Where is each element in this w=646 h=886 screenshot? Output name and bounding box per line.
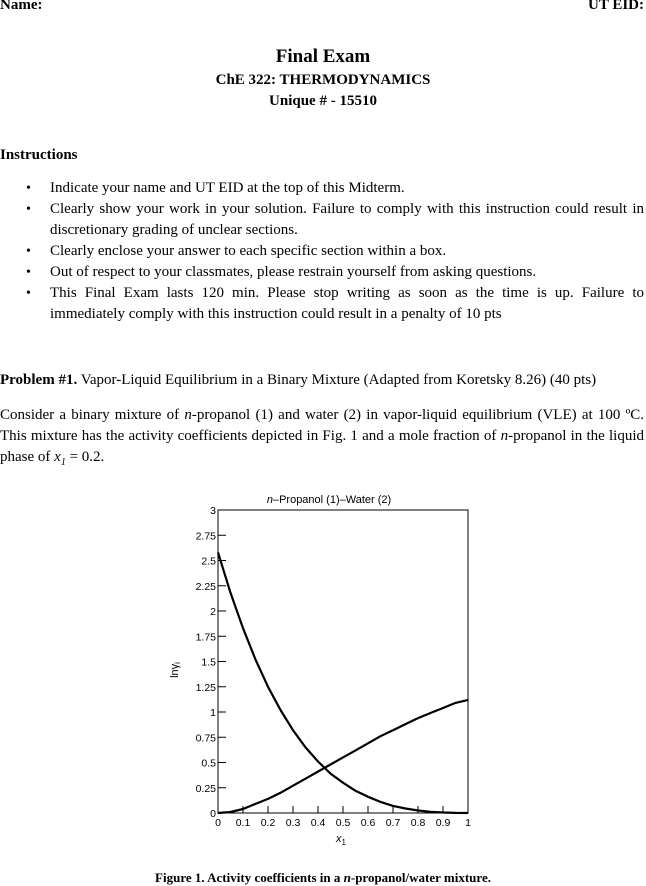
x-tick-label: 0.2 bbox=[260, 817, 276, 829]
y-tick-label: 0 bbox=[210, 808, 216, 820]
chart-svg bbox=[150, 485, 490, 845]
course-title: ChE 322: THERMODYNAMICS bbox=[215, 72, 431, 88]
bullet-icon: • bbox=[26, 202, 31, 217]
y-tick-label: 2.5 bbox=[201, 555, 216, 568]
y-tick-label: 2.25 bbox=[195, 580, 216, 593]
x-tick-label: 0.8 bbox=[410, 817, 426, 829]
instruction-item: • Out of respect to your classmates, please restrain yourself from asking questions. bbox=[0, 262, 646, 283]
y-tick-label: 0.75 bbox=[195, 732, 216, 745]
instruction-item: • Indicate your name and UT EID at the top of this Midterm. bbox=[0, 178, 646, 199]
x-tick-label: 0.5 bbox=[335, 817, 351, 829]
x-tick-label: 0.1 bbox=[235, 817, 251, 829]
series-line-1 bbox=[218, 552, 468, 813]
bullet-icon: • bbox=[26, 286, 31, 301]
y-tick-label: 0.5 bbox=[201, 757, 216, 770]
name-label: Name: bbox=[0, 0, 43, 13]
x-tick-label: 1 bbox=[465, 817, 471, 829]
chart-title: n–Propanol (1)–Water (2) bbox=[266, 494, 392, 506]
y-tick-label: 1.25 bbox=[195, 681, 216, 694]
y-tick-label: 1 bbox=[210, 707, 216, 719]
unique-number: Unique # - 15510 bbox=[269, 93, 377, 109]
y-tick-label: 0.25 bbox=[195, 782, 216, 795]
x-axis-label: $x_1$ bbox=[336, 833, 346, 845]
eid-label: UT EID: bbox=[588, 0, 644, 13]
y-axis-label: lnγi bbox=[169, 662, 182, 678]
series-line-2 bbox=[218, 700, 468, 813]
y-tick-label: 2.75 bbox=[195, 530, 216, 543]
problem-label: Problem #1. bbox=[0, 372, 78, 388]
x-tick-label: 0.7 bbox=[385, 817, 401, 829]
instruction-item: • This Final Exam lasts 120 min. Please stop writing as soon as the time is up. Failure to immediately comply with this instruction could result in a penalty of 10 pts bbox=[26, 285, 644, 322]
x-tick-label: 0 bbox=[215, 817, 221, 829]
x-tick-label: 0.9 bbox=[435, 817, 451, 829]
exam-title: Final Exam bbox=[275, 46, 371, 67]
y-tick-label: 3 bbox=[210, 505, 216, 517]
instruction-item: • Clearly show your work in your solution. Failure to comply with this instruction could result in discretionary grading of unclear sections. bbox=[26, 201, 644, 238]
activity-coefficient-chart bbox=[150, 485, 490, 845]
instructions-list bbox=[0, 178, 646, 325]
y-tick-label: 1.5 bbox=[201, 656, 216, 669]
x-tick-label: 0.6 bbox=[360, 817, 376, 829]
problem-title: Vapor-Liquid Equilibrium in a Binary Mixture (Adapted from Koretsky 8.26) (40 pts) bbox=[77, 372, 597, 388]
instruction-item: • Clearly enclose your answer to each specific section within a box. bbox=[0, 241, 646, 262]
x-tick-label: 0.4 bbox=[310, 817, 326, 829]
problem-text: Consider a binary mixture of n-propanol (1) and water (2) in vapor-liquid equilibrium (VLE) at 100 ºC. This mixture has the activity coefficients depicted in Fig. 1 and a mole fraction of n-propanol in the liquid phase of $x_1 = 0.2$. bbox=[0, 407, 645, 468]
bullet-icon: • bbox=[26, 265, 31, 280]
figure-caption: Figure 1. Activity coefficients in a n-propanol/water mixture. bbox=[155, 870, 491, 885]
y-tick-label: 1.75 bbox=[195, 631, 216, 644]
bullet-icon: • bbox=[26, 244, 31, 259]
instructions-heading: Instructions bbox=[0, 147, 78, 163]
problem-heading bbox=[0, 372, 646, 389]
y-tick-label: 2 bbox=[210, 606, 216, 618]
x-tick-label: 0.3 bbox=[285, 817, 301, 829]
bullet-icon: • bbox=[26, 181, 31, 196]
